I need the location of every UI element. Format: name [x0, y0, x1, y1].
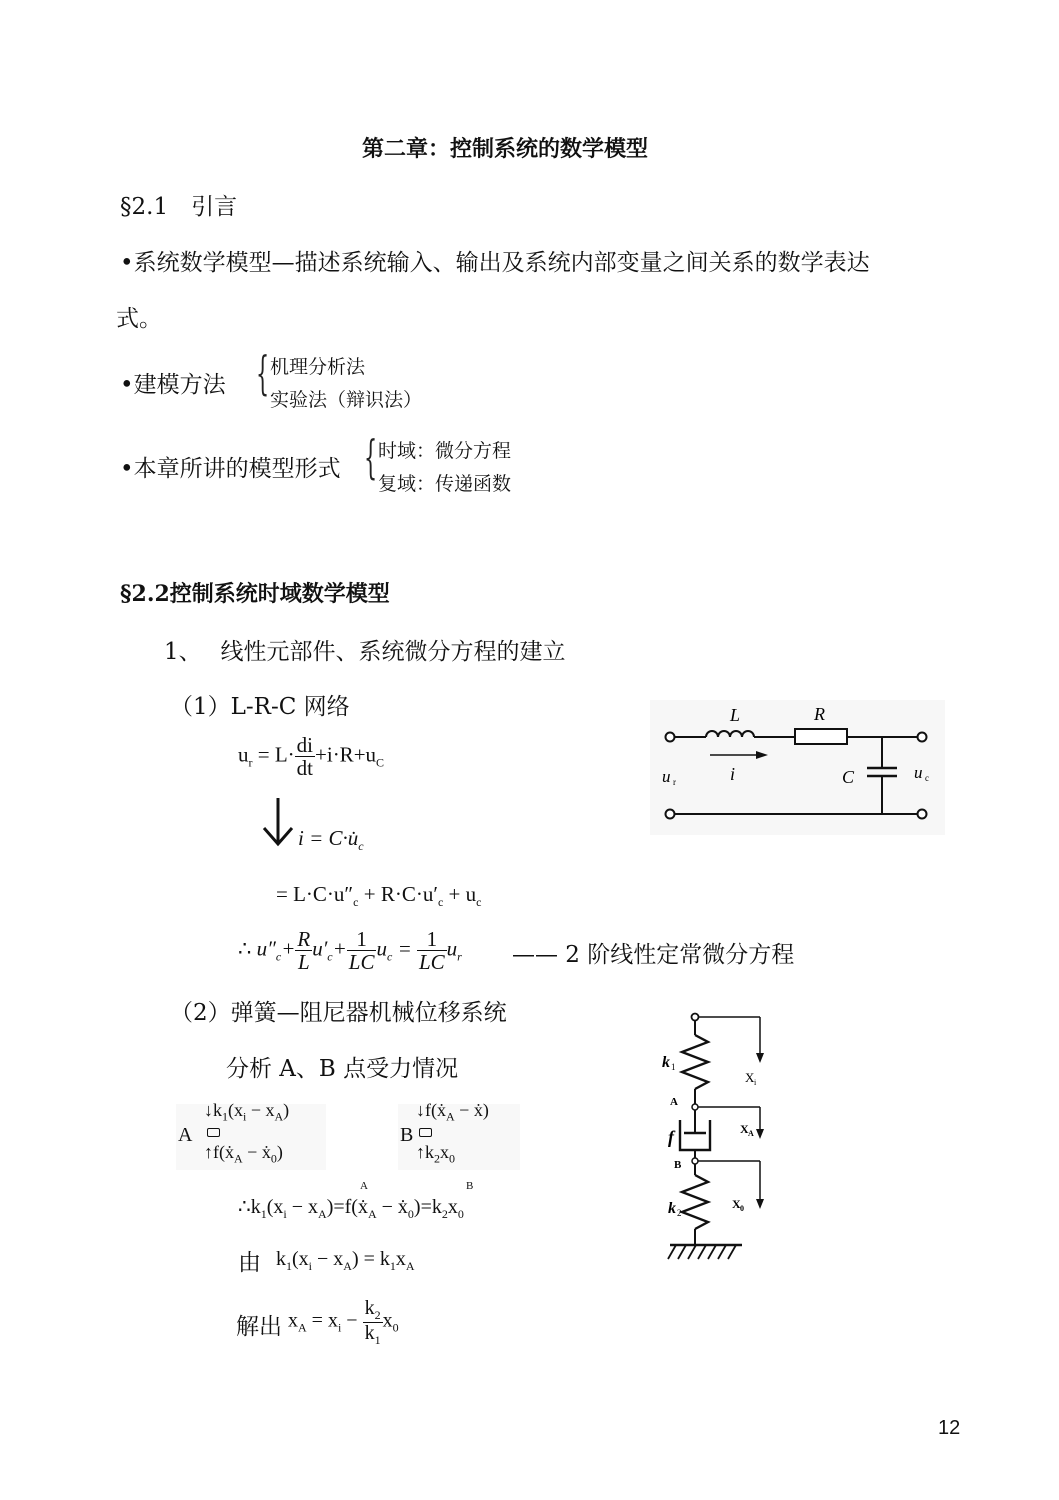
- model-forms-label: •本章所讲的模型形式: [120, 456, 341, 482]
- section-2-2-heading: §2.2控制系统时域数学模型: [120, 581, 390, 607]
- page-number: 12: [938, 1417, 961, 1439]
- point-b-label: B: [400, 1124, 414, 1146]
- brace-icon: {: [364, 430, 378, 484]
- equation-kvl: $u_r = L\cdot$ $\frac{di}{dt}$ $+i\cdot R+u_C$: [238, 733, 385, 781]
- free-body-a: [176, 1100, 326, 1170]
- x0-sub: 0: [740, 1204, 744, 1213]
- method-item-2: 实验法（辩识法）: [270, 389, 423, 411]
- equation-current: $i = C\cdot u̇_c$: [298, 826, 364, 854]
- force-a-up: ↑f(ẋ$_A$ − ẋ$_0$): [204, 1142, 283, 1166]
- k1-label: k: [662, 1054, 670, 1071]
- force-a-down: $↓k_1(x_i - x_A)$: [204, 1100, 290, 1124]
- force-b-down: ↓f(ẋ$_A$ − ẋ): [416, 1100, 489, 1124]
- method-item-1: 机理分析法: [270, 356, 366, 378]
- input-voltage-sub: r: [673, 777, 676, 787]
- spring-equation: $k_1(x_i - x_A) = k_1x_A$: [276, 1248, 415, 1273]
- down-arrow-icon: [258, 796, 298, 848]
- modeling-methods-label: •建模方法: [120, 372, 226, 398]
- spring-damper-label: （2）弹簧—阻尼器机械位移系统: [170, 1000, 507, 1026]
- equation-second-order: ∴ $u''_c+$ $\frac{R}{L}$ $u'_c+$ $\frac{1}{LC}$ $u_c$ = $\frac{1}{LC}$ $u_r$: [238, 927, 462, 975]
- k1-sub: 1: [671, 1062, 676, 1072]
- lrc-circuit-diagram: [650, 700, 945, 835]
- damper-label: f: [668, 1127, 674, 1147]
- force-b-up: $↑k_2x_0$: [416, 1142, 455, 1166]
- mass-b-icon: [419, 1128, 432, 1137]
- point-a-label: A: [178, 1124, 193, 1146]
- form-item-2: 复域：传递函数: [378, 473, 512, 495]
- mass-a-icon: [207, 1128, 220, 1137]
- form-item-1: 时域：微分方程: [378, 440, 512, 462]
- point-a-diagram-label: A: [670, 1096, 678, 1108]
- lrc-network-label: （1）L-R-C 网络: [170, 694, 350, 720]
- marker-a: A: [360, 1180, 368, 1192]
- force-analysis-text: 分析 A、B 点受力情况: [226, 1056, 459, 1082]
- input-voltage-label: u: [662, 767, 671, 786]
- force-balance-equation: $\therefore k_1(x_i$ − $x_A)=f(ẋ_A$ − $ẋ_0)=k_2x_0$: [238, 1196, 464, 1221]
- item-1-heading: 1、 线性元部件、系统微分方程的建立: [164, 639, 566, 665]
- xa-label: X: [740, 1122, 749, 1136]
- you-text: 由: [238, 1250, 261, 1276]
- xa-sub: A: [748, 1129, 754, 1138]
- x0-label: X: [732, 1197, 741, 1211]
- brace-icon: {: [256, 346, 270, 400]
- xi-label: X: [745, 1070, 755, 1085]
- free-body-b: [398, 1100, 520, 1170]
- jiechu-text: 解出: [236, 1314, 282, 1340]
- resistor-label: R: [814, 704, 825, 724]
- bullet-model-definition: •系统数学模型—描述系统输入、输出及系统内部变量之间关系的数学表达: [120, 250, 870, 276]
- current-label: i: [730, 764, 736, 784]
- xi-sub: i: [754, 1078, 757, 1087]
- k2-sub: 2: [677, 1208, 682, 1218]
- output-voltage-sub: c: [925, 773, 929, 783]
- section-2-1-heading: §2.1 引言: [120, 194, 238, 220]
- chapter-title: 第二章：控制系统的数学模型: [362, 137, 649, 162]
- k2-label: k: [668, 1200, 676, 1217]
- equation-substituted: = $L\cdot C\cdot u''_c + R\cdot C\cdot u'_c + u_c$: [276, 882, 482, 910]
- point-b-diagram-label: B: [674, 1159, 682, 1171]
- inductor-label: L: [730, 705, 741, 725]
- marker-b: B: [466, 1180, 474, 1192]
- solution-equation: $x_A = x_i$ − $\frac{k_2}{k_1}$ $x_0$: [288, 1297, 399, 1347]
- capacitor-label: C: [842, 767, 855, 787]
- equation-note: —— 2 阶线性定常微分方程: [512, 942, 795, 968]
- bullet-model-definition-cont: 式。: [116, 306, 162, 332]
- output-voltage-label: u: [914, 763, 923, 782]
- spring-damper-diagram: [650, 1005, 780, 1270]
